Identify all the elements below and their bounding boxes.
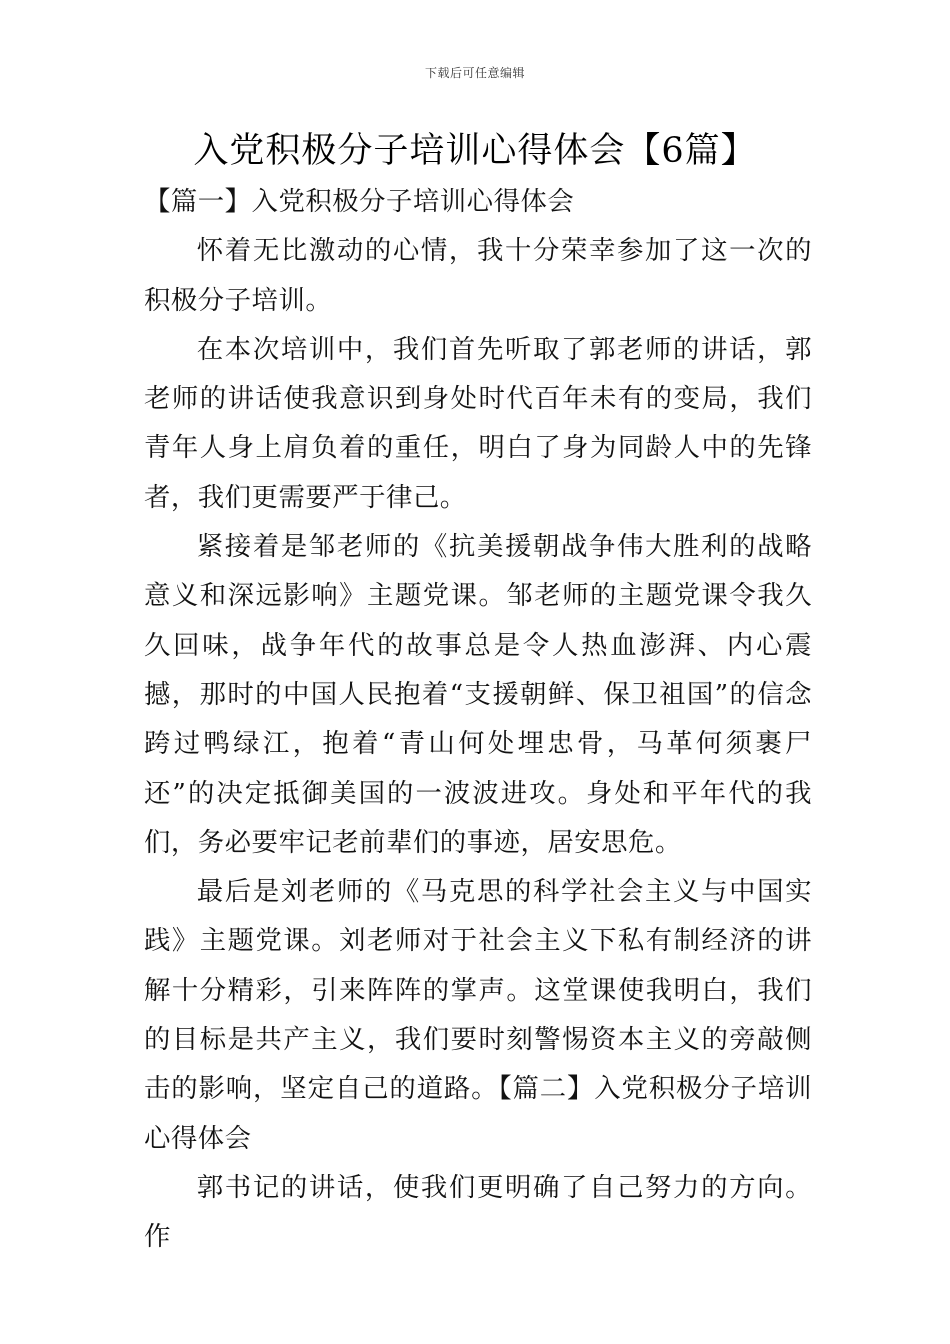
paragraph-2: 在本次培训中，我们首先听取了郭老师的讲话，郭老师的讲话使我意识到身处时代百年未有的变局，我们青年人身上肩负着的重任，明白了身为同龄人中的先锋者，我们更需要严于律己。 [144, 333, 812, 513]
header-note: 下载后可任意编辑 [424, 66, 525, 80]
paragraph-4: 最后是刘老师的《马克思的科学社会主义与中国实践》主题党课。刘老师对于社会主义下私有制经济的讲解十分精彩，引来阵阵的掌声。这堂课使我明白，我们的目标是共产主义，我们要时刻警惕资本主义的旁敲侧击的影响，坚定自己的道路。【篇二】入党积极分子培训心得体会 [144, 876, 812, 1154]
paragraph-1: 怀着无比激动的心情，我十分荣幸参加了这一次的积极分子培训。 [144, 235, 812, 316]
section-heading-1: 【篇一】入党积极分子培训心得体会 [144, 186, 575, 217]
document-body [144, 177, 812, 1262]
document-title: 入党积极分子培训心得体会【6篇】 [193, 131, 757, 171]
paragraph-3: 紧接着是邹老师的《抗美援朝战争伟大胜利的战略意义和深远影响》主题党课。邹老师的主题党课令我久久回味，战争年代的故事总是令人热血澎湃、内心震撼，那时的中国人民抱着“支援朝鲜、保卫祖国”的信念跨过鸭绿江，抱着“青山何处埋忠骨，马革何须裹尸还”的决定抵御美国的一波波进攻。身处和平年代的我们，务必要牢记老前辈们的事迹，居安思危。 [144, 531, 812, 858]
paragraph-5: 郭书记的讲话，使我们更明确了自己努力的方向。作 [144, 1171, 812, 1253]
